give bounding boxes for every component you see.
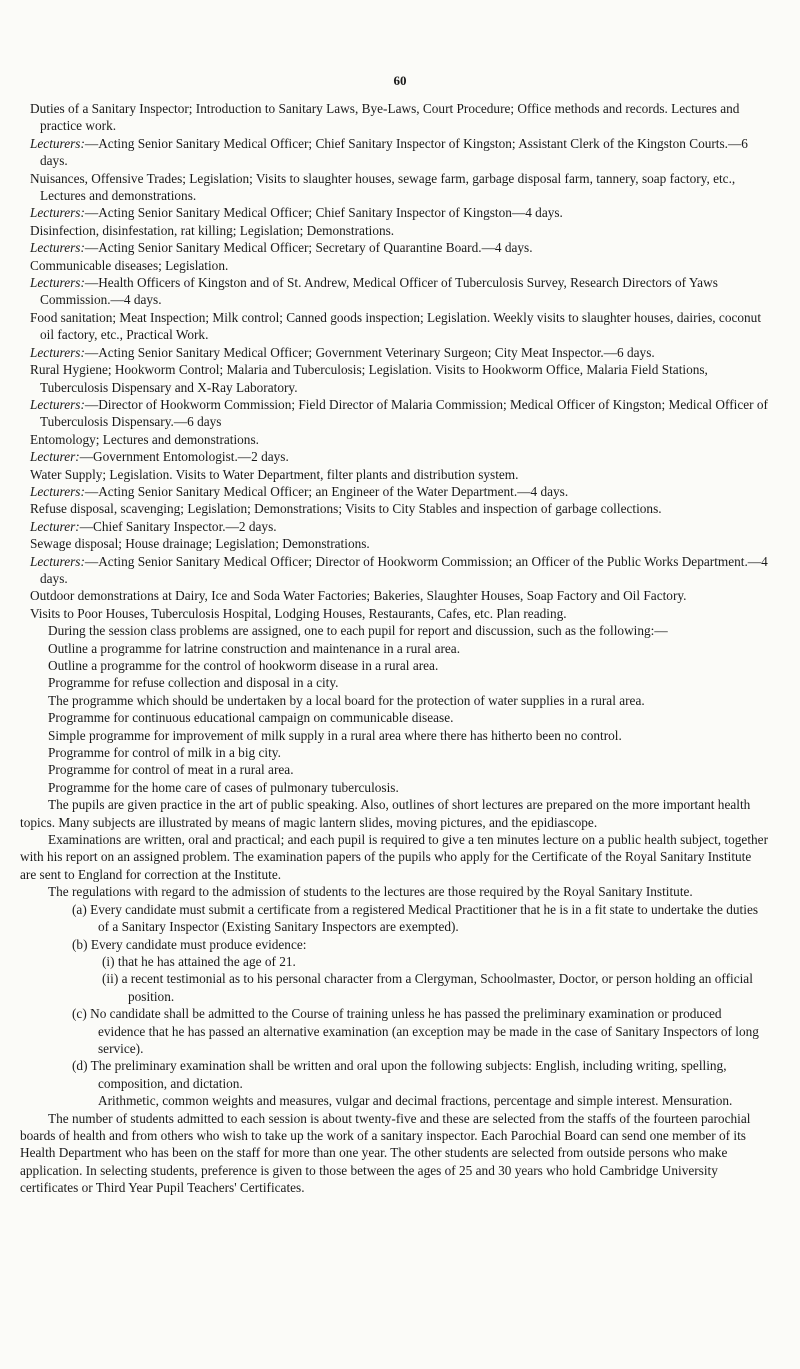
requirement-mark: (d) (72, 1058, 88, 1074)
requirement-item (20, 936, 770, 953)
course-subject: Nuisances, Offensive Trades; Legislation; Visits to slaughter houses, sewage farm, garbage disposal farm, tannery, soap factory, etc., Lectures and demonstrations. (30, 170, 736, 204)
problem-item: Outline a programme for latrine construction and maintenance in a rural area. (48, 640, 461, 656)
evidence-text: that he has attained the age of 21. (117, 953, 296, 969)
lecturers-text: —Acting Senior Sanitary Medical Officer; Chief Sanitary Inspector of Kingston—4 days. (84, 205, 563, 221)
requirement-item (20, 1057, 770, 1092)
course-lecturers (20, 518, 770, 535)
evidence-item (20, 953, 770, 970)
course-subject: Entomology; Lectures and demonstrations. (30, 431, 259, 447)
lecturers-text: —Acting Senior Sanitary Medical Officer; Government Veterinary Surgeon; City Meat Inspector.—6 days. (84, 344, 655, 360)
requirement-text: The preliminary examination shall be written and oral upon the following subjects: English, including writing, spelling, composition, and dictation. (90, 1058, 727, 1091)
regulations-paragraph: The regulations with regard to the admission of students to the lectures are those required by the Royal Sanitary Institute. (48, 884, 693, 900)
course-subject: Food sanitation; Meat Inspection; Milk control; Canned goods inspection; Legislation. Weekly visits to slaughter houses, dairies, coconut oil factory, etc., Practical Work. (30, 309, 762, 343)
lecturers-label: Lecturer: (30, 518, 80, 534)
course-lecturers (20, 483, 770, 500)
session-intro: During the session class problems are assigned, one to each pupil for report and discussion, such as the following:— (48, 623, 668, 639)
course-subject: Communicable diseases; Legislation. (30, 257, 229, 273)
course-subject: Water Supply; Legislation. Visits to Water Department, filter plants and distribution system. (30, 466, 519, 482)
course-block (20, 100, 770, 622)
course-lecturers (20, 204, 770, 221)
evidence-mark: (i) (102, 953, 115, 969)
lecturers-text: —Director of Hookworm Commission; Field Director of Malaria Commission; Medical Officer of Kingston; Medical Officer of Tuberculosis Dispensary.—6 days (40, 396, 768, 430)
course-subject: Disinfection, disinfestation, rat killing; Legislation; Demonstrations. (30, 222, 395, 238)
problem-item: Programme for the home care of cases of pulmonary tuberculosis. (48, 779, 399, 795)
evidence-item (20, 970, 770, 1005)
course-lecturers (20, 448, 770, 465)
course-lecturers (20, 239, 770, 256)
lecturers-text: —Acting Senior Sanitary Medical Officer; an Engineer of the Water Department.—4 days. (84, 483, 569, 499)
course-lecturers (20, 274, 770, 309)
lecturers-label: Lecturers: (30, 205, 85, 221)
arithmetic-text: Arithmetic, common weights and measures, vulgar and decimal fractions, percentage and simple interest. Mensuration. (98, 1093, 733, 1109)
requirement-text: No candidate shall be admitted to the Course of training unless he has passed the preliminary examination or produced evidence that he has passed an alternative examination (an exception may be made in the case of Sanitary Inspectors of long service). (90, 1006, 759, 1056)
course-lecturers (20, 344, 770, 361)
lecturers-text: —Health Officers of Kingston and of St. Andrew, Medical Officer of Tuberculosis Survey, Research Directors of Yaws Commission.—4 days. (40, 275, 718, 308)
lecturers-label: Lecturer: (30, 449, 80, 465)
examinations-paragraph: Examinations are written, oral and practical; and each pupil is required to give a ten minutes lecture on a public health subject, together with his report on an assigned problem. The examination papers of the pupils who apply for the Certificate of the Royal Sanitary Institute are sent to England for correction at the Institute. (20, 832, 768, 882)
requirement-mark: (a) (72, 901, 87, 917)
problem-item: Programme for continuous educational campaign on communicable disease. (48, 710, 454, 726)
requirement-text: Every candidate must produce evidence: (90, 936, 307, 952)
problem-item: Programme for control of meat in a rural area. (48, 762, 294, 778)
arithmetic-subjects (20, 1092, 770, 1109)
evidence-text: a recent testimonial as to his personal character from a Clergyman, Schoolmaster, Doctor, or person holding an official position. (121, 971, 753, 1004)
problem-item: Programme for control of milk in a big city. (48, 745, 281, 761)
requirement-item (20, 1005, 770, 1057)
requirement-item (20, 901, 770, 936)
course-lecturers (20, 553, 770, 588)
lecturers-text: —Acting Senior Sanitary Medical Officer; Secretary of Quarantine Board.—4 days. (84, 240, 533, 256)
training-paragraph: The pupils are given practice in the art of public speaking. Also, outlines of short lectures are prepared on the more important health topics. Many subjects are illustrated by means of magic lantern slides, moving pictures, and the epidiascope. (20, 797, 751, 830)
course-subject: Sewage disposal; House drainage; Legislation; Demonstrations. (30, 536, 370, 552)
problem-item: The programme which should be undertaken by a local board for the protection of water supplies in a rural area. (48, 692, 645, 708)
lecturers-text: —Government Entomologist.—2 days. (79, 449, 289, 465)
problem-item: Outline a programme for the control of hookworm disease in a rural area. (48, 658, 439, 673)
page-number: 60 (393, 73, 407, 88)
course-lecturers (20, 396, 770, 431)
outdoor-demonstrations: Outdoor demonstrations at Dairy, Ice and Soda Water Factories; Bakeries, Slaughter Houses, Soap Factory and Oil Factory. (30, 588, 687, 604)
evidence-mark: (ii) (102, 971, 119, 987)
course-subject: Refuse disposal, scavenging; Legislation; Demonstrations; Visits to City Stables and inspection of garbage collections. (30, 501, 662, 517)
requirements-list (20, 901, 770, 1110)
problem-item: Simple programme for improvement of milk supply in a rural area where there has hitherto been no control. (48, 727, 622, 743)
problem-item: Programme for refuse collection and disposal in a city. (48, 675, 339, 691)
lecturers-label: Lecturers: (30, 240, 85, 256)
visits: Visits to Poor Houses, Tuberculosis Hospital, Lodging Houses, Restaurants, Cafes, etc. Plan reading. (30, 605, 567, 621)
lecturers-label: Lecturers: (30, 275, 85, 291)
course-lecturers (20, 135, 770, 170)
requirement-mark: (c) (72, 1006, 87, 1022)
requirement-mark: (b) (72, 936, 88, 952)
lecturers-text: —Chief Sanitary Inspector.—2 days. (79, 518, 277, 534)
problems-list (20, 640, 770, 797)
lecturers-label: Lecturers: (30, 553, 85, 569)
course-subject: Duties of a Sanitary Inspector; Introduction to Sanitary Laws, Bye-Laws, Court Procedure; Office methods and records. Lectures and practice work. (30, 101, 740, 134)
lecturers-text: —Acting Senior Sanitary Medical Officer; Chief Sanitary Inspector of Kingston; Assistant Clerk of the Kingston Courts.—6 days. (40, 135, 748, 169)
lecturers-label: Lecturers: (30, 344, 85, 360)
lecturers-label: Lecturers: (30, 396, 85, 412)
lecturers-label: Lecturers: (30, 483, 85, 499)
course-subject: Rural Hygiene; Hookworm Control; Malaria and Tuberculosis; Legislation. Visits to Hookworm Office, Malaria Field Stations, Tuberculosis Dispensary and X-Ray Laboratory. (30, 362, 708, 395)
lecturers-text: —Acting Senior Sanitary Medical Officer; Director of Hookworm Commission; an Officer of the Public Works Department.—4 days. (40, 553, 768, 586)
requirement-text: Every candidate must submit a certificate from a registered Medical Practitioner that he is in a fit state to undertake the duties of a Sanitary Inspector (Existing Sanitary Inspectors are exempted). (90, 901, 759, 935)
lecturers-label: Lecturers: (30, 135, 85, 151)
closing-paragraph: The number of students admitted to each session is about twenty-five and these are selected from the staffs of the fourteen parochial boards of health and from others who wish to take up the work of a sanitary inspector. Each Parochial Board can send one member of its Health Department who has been on the staff for more than one year. The other students are selected from outside persons who make application. In selecting students, preference is given to those between the ages of 25 and 30 years who hold Cambridge University certificates or Third Year Pupil Teachers' Certificates. (20, 1110, 751, 1196)
